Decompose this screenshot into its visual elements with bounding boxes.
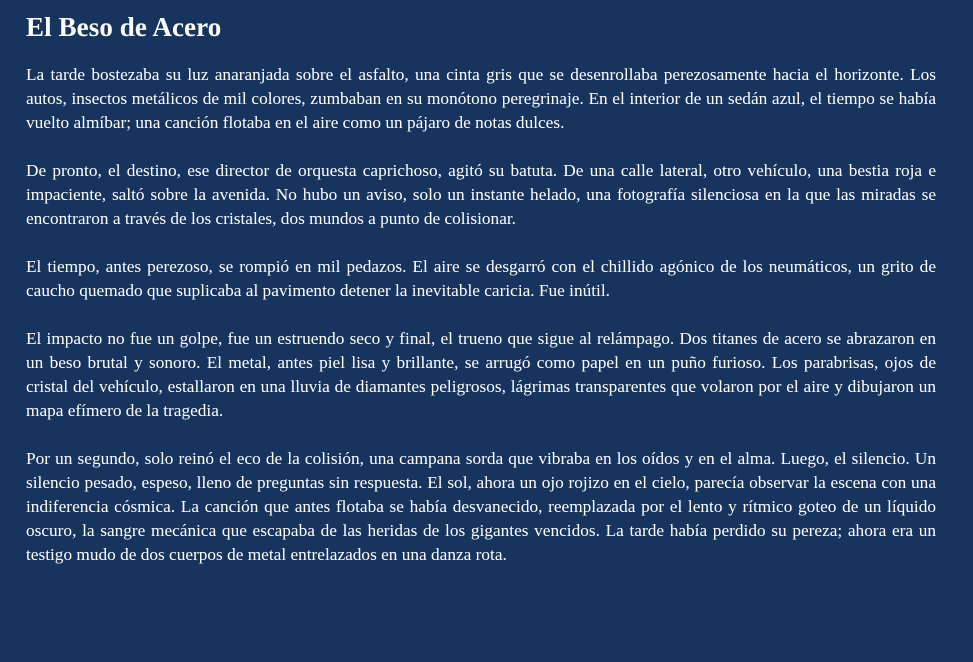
paragraph-5: Por un segundo, solo reinó el eco de la colisión, una campana sorda que vibraba en los oídos y en el alma. Luego, el silencio. Un silencio pesado, espeso, lleno de preguntas sin respuesta. El sol, ahora un ojo rojizo en el cielo, parecía observar la escena con una indiferencia cósmica. La canción que antes flotaba se había desvanecido, reemplazada por el lento y rítmico goteo de un líquido oscuro, la sangre mecánica que escapaba de las heridas de los gigantes vencidos. La tarde había perdido su pereza; ahora era un testigo mudo de dos cuerpos de metal entrelazados en una danza rota. bbox=[26, 449, 936, 564]
paragraph-1: La tarde bostezaba su luz anaranjada sobre el asfalto, una cinta gris que se desenrollaba perezosamente hacia el horizonte. Los autos, insectos metálicos de mil colores, zumbaban en su monótono peregrinaje. En el interior de un sedán azul, el tiempo se había vuelto almíbar; una canción flotaba en el aire como un pájaro de notas dulces. bbox=[26, 65, 936, 132]
paragraph-4: El impacto no fue un golpe, fue un estruendo seco y final, el trueno que sigue al relámpago. Dos titanes de acero se abrazaron en un beso brutal y sonoro. El metal, antes piel lisa y brillante, se arrugó como papel en un puño furioso. Los parabrisas, ojos de cristal del vehículo, estallaron en una lluvia de diamantes peligrosos, lágrimas transparentes que volaron por el aire y dibujaron un mapa efímero de la tragedia. bbox=[26, 329, 936, 420]
paragraph-2: De pronto, el destino, ese director de orquesta caprichoso, agitó su batuta. De una calle lateral, otro vehículo, una bestia roja e impaciente, saltó sobre la avenida. No hubo un aviso, solo un instante helado, una fotografía silenciosa en la que las miradas se encontraron a través de los cristales, dos mundos a punto de colisionar. bbox=[26, 161, 936, 228]
document-title: El Beso de Acero bbox=[26, 12, 222, 42]
paragraph-3: El tiempo, antes perezoso, se rompió en mil pedazos. El aire se desgarró con el chillido agónico de los neumáticos, un grito de caucho quemado que suplicaba al pavimento detener la inevitable caricia. Fue inútil. bbox=[26, 257, 936, 300]
